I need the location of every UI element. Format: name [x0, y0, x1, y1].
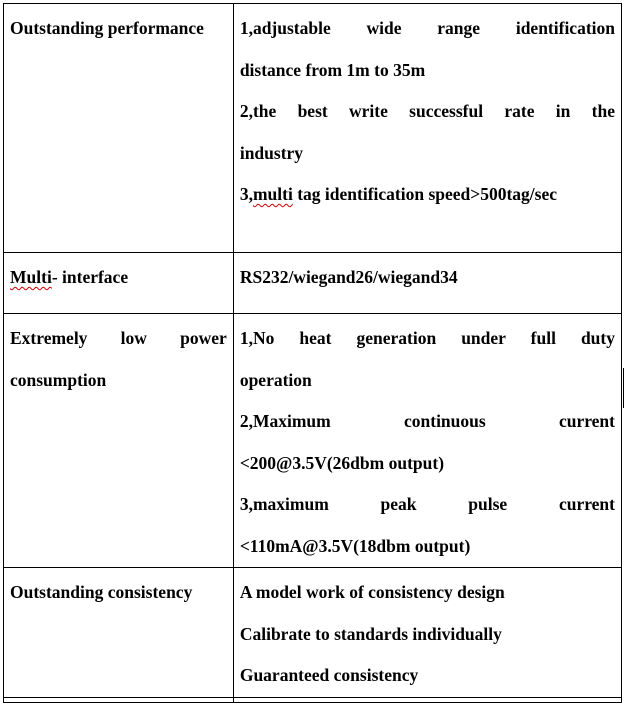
row-label-cell: [4, 4, 234, 253]
row-label-cell: [4, 314, 234, 568]
line-prefix: 3,: [239, 184, 253, 204]
row-label: Extremely low power consumption: [10, 328, 227, 390]
description-line: 2,the best write successful rate in the: [239, 101, 615, 121]
description-line: A model work of consistency design: [239, 582, 505, 602]
description-line: Guaranteed consistency: [239, 665, 419, 685]
row-description-cell: [233, 4, 621, 253]
description-line: <200@3.5V(26dbm output): [239, 452, 445, 473]
spec-table: [3, 3, 622, 703]
row-label: - interface: [51, 267, 129, 287]
spellcheck-word: Multi: [10, 267, 52, 287]
description-line: 1,adjustable wide range identification: [239, 18, 615, 38]
text-cursor: [623, 368, 624, 408]
description-line: operation: [239, 369, 312, 390]
row-description-cell: [233, 314, 621, 568]
spellcheck-word: multi: [252, 184, 293, 204]
line-suffix: tag identification speed>500tag/sec: [292, 184, 558, 204]
description-line: Calibrate to standards individually: [239, 623, 502, 644]
table-row: [4, 314, 622, 568]
row-label: Outstanding performance: [10, 18, 204, 38]
description-line: 3,maximum peak pulse current: [239, 494, 615, 514]
description-line: distance from 1m to 35m: [239, 59, 426, 80]
description-line: industry: [239, 142, 304, 163]
row-label: Outstanding consistency: [10, 582, 193, 602]
row-label-cell: [4, 568, 234, 698]
row-description-cell: [233, 253, 621, 314]
description-line: <110mA@3.5V(18dbm output): [239, 535, 471, 556]
row-description-cell: [233, 568, 621, 698]
table-row: [4, 253, 622, 314]
row-label-cell: [4, 253, 234, 314]
table-row: [4, 4, 622, 253]
description-line: [240, 174, 615, 216]
description-line: RS232/wiegand26/wiegand34: [239, 267, 458, 287]
table-row: [4, 697, 622, 702]
empty-cell: [233, 697, 621, 702]
empty-cell: [4, 697, 234, 702]
table-row: [4, 568, 622, 698]
description-line: 2,Maximum continuous current: [239, 411, 615, 431]
description-line: 1,No heat generation under full duty: [239, 328, 615, 348]
